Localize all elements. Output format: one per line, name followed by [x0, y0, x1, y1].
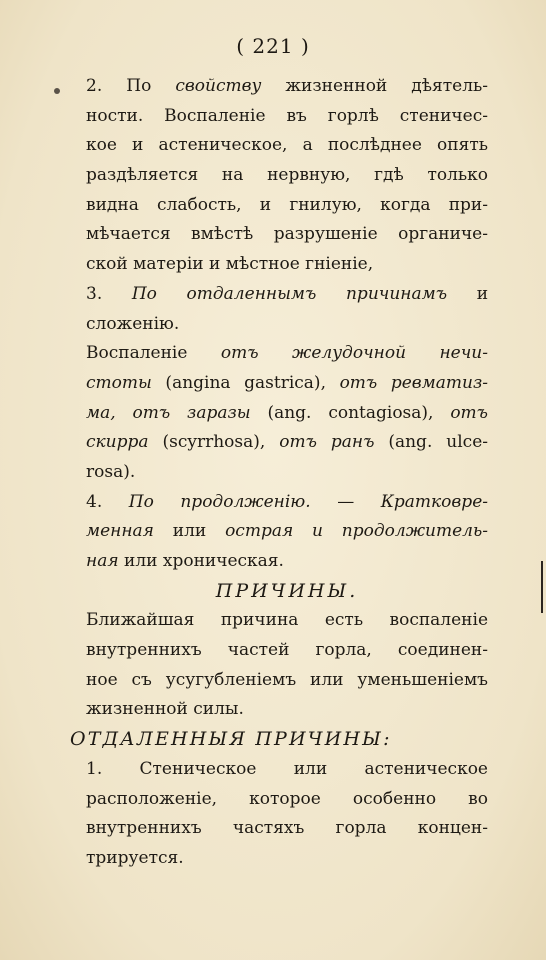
- italic-text: Кратковре-: [380, 491, 488, 512]
- italic-text: По продолженію.: [128, 491, 311, 512]
- text-segment: (ang. contagiosa),: [250, 402, 451, 423]
- text-line: [86, 72, 488, 102]
- text-line: [86, 785, 488, 815]
- text-segment: кое и астеническое, а послѣднее опять: [86, 135, 488, 156]
- text-segment: и: [447, 283, 489, 304]
- text-segment: раздѣляется на нервную, гдѣ только: [86, 165, 488, 186]
- text-segment: 4.: [86, 491, 129, 512]
- text-line: [86, 399, 488, 429]
- text-line: [86, 844, 488, 874]
- text-segment: расположеніе, которое особенно во: [86, 788, 488, 809]
- text-segment: 2. По: [86, 76, 176, 96]
- italic-text: ная: [86, 551, 119, 571]
- text-line: [86, 102, 488, 132]
- italic-text: отъ: [450, 402, 488, 423]
- text-line: [86, 280, 488, 310]
- text-segment: (ang. ulce-: [374, 432, 488, 453]
- text-segment: ности. Воспаленіе въ горлѣ стеничес-: [86, 105, 488, 126]
- page-body-text: [70, 72, 489, 874]
- text-segment: сложенію.: [86, 313, 180, 334]
- text-segment: видна слабость, и гнилую, когда при-: [86, 194, 488, 215]
- italic-text: стоты: [86, 372, 152, 393]
- italic-text: отъ ревматиз-: [339, 372, 488, 393]
- text-line: [86, 220, 488, 250]
- italic-text: скирра: [86, 432, 149, 453]
- text-line: [86, 666, 488, 696]
- text-segment: Воспаленіе: [86, 343, 221, 364]
- italic-text: острая и продолжитель-: [225, 521, 488, 542]
- text-segment: или хроническая.: [118, 551, 284, 571]
- italic-text: отъ ранъ: [279, 432, 375, 453]
- text-segment: (scyrrhosa),: [148, 432, 280, 453]
- page-number: ( 221 ): [236, 34, 310, 58]
- text-segment: жизненной дѣятель-: [261, 76, 488, 96]
- section-heading: [70, 725, 488, 755]
- text-segment: ное съ усугубленіемъ или уменьшеніемъ: [86, 669, 488, 690]
- text-line: [86, 428, 488, 458]
- italic-text: ОТДАЛЕННЫЯ ПРИЧИНЫ:: [70, 728, 392, 751]
- text-line: [86, 250, 488, 280]
- text-segment: ской матеріи и мѣстное гніеніе,: [86, 254, 374, 275]
- text-line: [86, 755, 488, 785]
- text-segment: 1. Стеническое или астеническое: [86, 758, 488, 779]
- margin-dot: [54, 88, 60, 94]
- text-segment: трируется.: [86, 847, 184, 868]
- text-segment: мѣчается вмѣстѣ разрушеніе органиче-: [86, 224, 488, 245]
- text-line: [86, 695, 488, 725]
- text-segment: (angina gastrica),: [151, 372, 340, 393]
- italic-text: свойству: [175, 76, 262, 96]
- text-line: [86, 458, 488, 488]
- text-line: [86, 488, 488, 518]
- section-heading: [86, 577, 488, 607]
- italic-text: ма, отъ заразы: [86, 402, 251, 423]
- text-segment: или: [153, 521, 226, 542]
- text-line: [86, 517, 488, 547]
- text-line: [86, 369, 488, 399]
- text-line: [86, 161, 488, 191]
- page-edge-mark: [541, 561, 543, 613]
- text-line: [86, 606, 488, 636]
- text-segment: rosa).: [86, 461, 136, 482]
- text-line: [86, 191, 488, 221]
- text-line: [86, 310, 488, 340]
- text-segment: жизненной силы.: [86, 699, 244, 720]
- text-segment: внутреннихъ частей горла, соединен-: [86, 640, 488, 661]
- text-segment: внутреннихъ частяхъ горла концен-: [86, 818, 488, 839]
- text-segment: Ближайшая причина есть воспаленіе: [86, 610, 488, 631]
- text-line: [86, 339, 488, 369]
- text-line: [86, 636, 488, 666]
- italic-text: По отдаленнымъ причинамъ: [131, 283, 448, 304]
- italic-text: менная: [86, 521, 154, 542]
- text-segment: 3.: [86, 283, 132, 304]
- italic-text: отъ желудочной нечи-: [220, 343, 488, 364]
- italic-text: ПРИЧИНЫ.: [215, 579, 359, 602]
- text-line: [86, 814, 488, 844]
- text-segment: —: [310, 491, 381, 512]
- text-line: [86, 547, 488, 577]
- text-line: [86, 131, 488, 161]
